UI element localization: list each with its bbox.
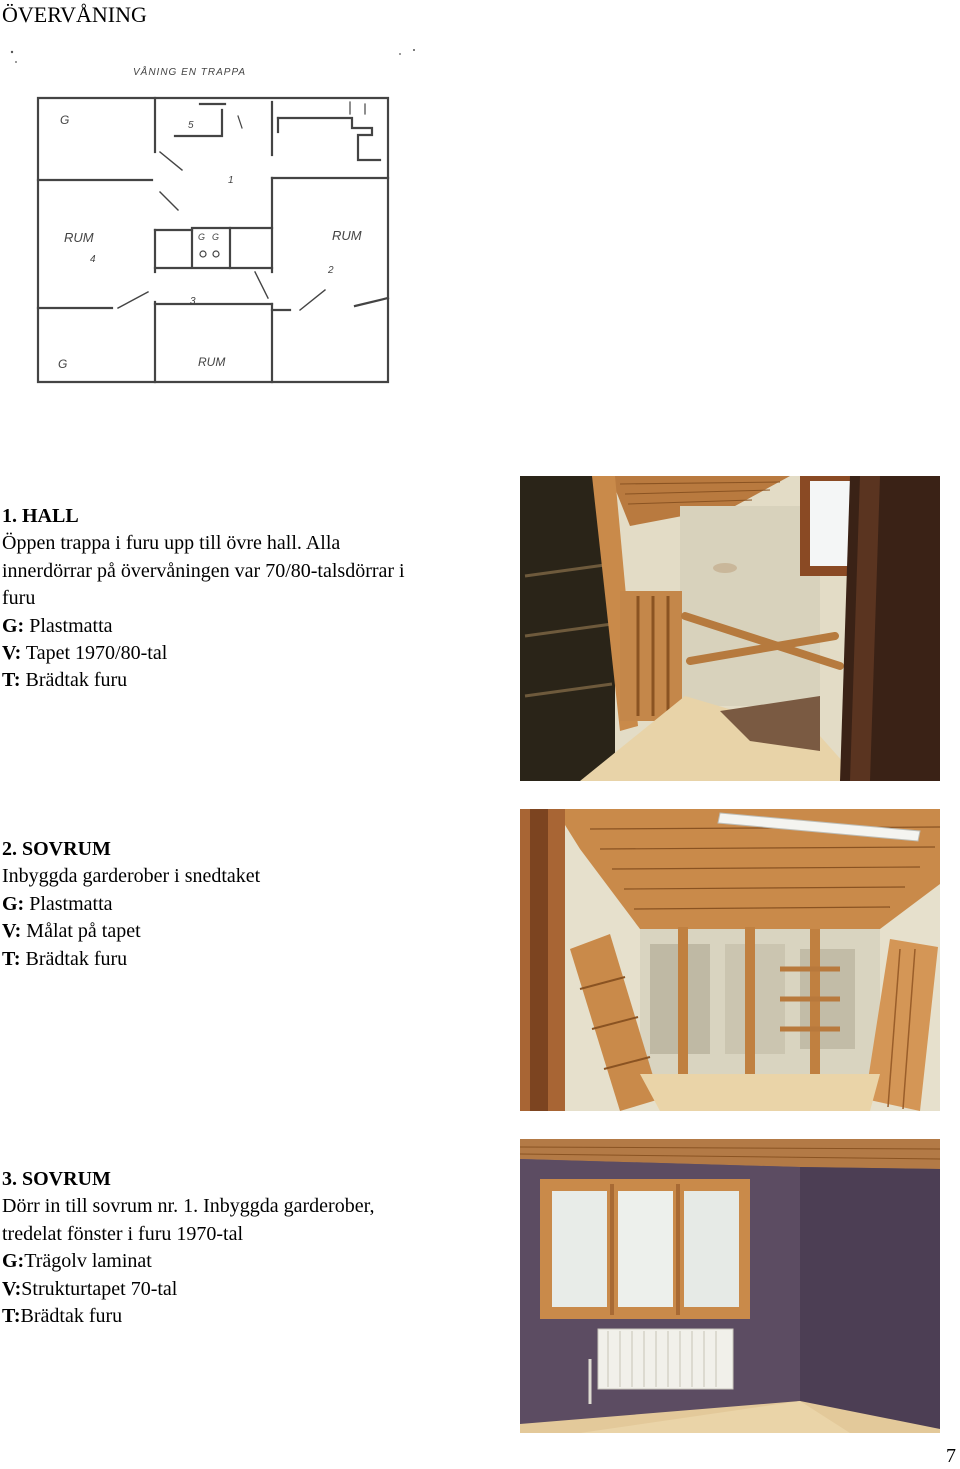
- photo-sovrum-wardrobes: [520, 809, 940, 1111]
- spec-value: Tapet 1970/80-tal: [21, 642, 168, 665]
- spec-wall: [2, 640, 502, 667]
- spec-floor: [2, 1248, 502, 1275]
- spec-label: V:: [2, 920, 22, 943]
- floorplan-label-3: 3: [190, 296, 196, 307]
- spec-label: T:: [2, 947, 21, 970]
- spec-floor: [2, 613, 502, 640]
- spec-wall: [2, 918, 502, 945]
- description-line: tredelat fönster i furu 1970-tal: [2, 1222, 244, 1245]
- description-line: furu: [2, 587, 36, 610]
- spec-floor: [2, 891, 502, 918]
- spec-label: V:: [2, 1277, 22, 1300]
- floorplan-label-5: 5: [188, 120, 194, 131]
- spec-value: Brädtak furu: [20, 1305, 123, 1328]
- floorplan-label-rum-left: RUM: [64, 230, 94, 245]
- page-title: ÖVERVÅNING: [2, 2, 147, 27]
- floor-plan-drawing: [0, 40, 430, 400]
- description-line: Inbyggda garderober i snedtaket: [2, 865, 261, 888]
- description-line: Dörr in till sovrum nr. 1. Inbyggda garderober,: [2, 1195, 375, 1218]
- spec-value: Brädtak furu: [20, 947, 128, 970]
- spec-label: T:: [2, 669, 21, 692]
- spec-value: Plastmatta: [24, 614, 113, 637]
- floorplan-label-g-bottom: G: [58, 357, 68, 371]
- section-sovrum-2: [2, 836, 502, 973]
- spec-value: Målat på tapet: [21, 920, 141, 943]
- floorplan-label-1: 1: [228, 175, 234, 186]
- spec-ceiling: [2, 667, 502, 694]
- floorplan-caption: VÅNING EN TRAPPA: [133, 67, 247, 78]
- section-hall: [2, 503, 502, 695]
- photo-sovrum-window: [520, 1139, 940, 1433]
- spec-label: G:: [2, 892, 25, 915]
- spec-label: V:: [2, 642, 22, 665]
- section-sovrum-3: [2, 1166, 502, 1330]
- floorplan-label-rum-bottom: RUM: [198, 355, 226, 369]
- spec-value: Strukturtapet 70-tal: [21, 1277, 178, 1300]
- floorplan-label-closet-g2: G: [212, 232, 220, 242]
- floorplan-label-rum-right: RUM: [332, 228, 362, 243]
- page-number: 7: [946, 1445, 956, 1467]
- spec-label: G:: [2, 1250, 25, 1273]
- section-title: 2. SOVRUM: [2, 838, 111, 860]
- description-line: innerdörrar på övervåningen var 70/80-talsdörrar i: [2, 559, 405, 582]
- section-title: 1. HALL: [2, 505, 79, 527]
- photo-hall-stairs: [520, 476, 940, 781]
- spec-label: T:: [2, 1305, 21, 1328]
- spec-ceiling: [2, 1303, 502, 1330]
- floorplan-label-closet-g1: G: [198, 232, 206, 242]
- spec-value: Trägolv laminat: [24, 1250, 152, 1273]
- spec-label: G:: [2, 614, 25, 637]
- spec-value: Plastmatta: [24, 892, 113, 915]
- description-line: Öppen trappa i furu upp till övre hall. Alla: [2, 532, 341, 555]
- floorplan-label-2: 2: [328, 265, 334, 276]
- floorplan-label-g-top: G: [60, 113, 70, 127]
- section-title: 3. SOVRUM: [2, 1168, 111, 1190]
- floorplan-label-4: 4: [90, 254, 96, 265]
- spec-wall: [2, 1276, 502, 1303]
- spec-value: Brädtak furu: [20, 669, 128, 692]
- spec-ceiling: [2, 946, 502, 973]
